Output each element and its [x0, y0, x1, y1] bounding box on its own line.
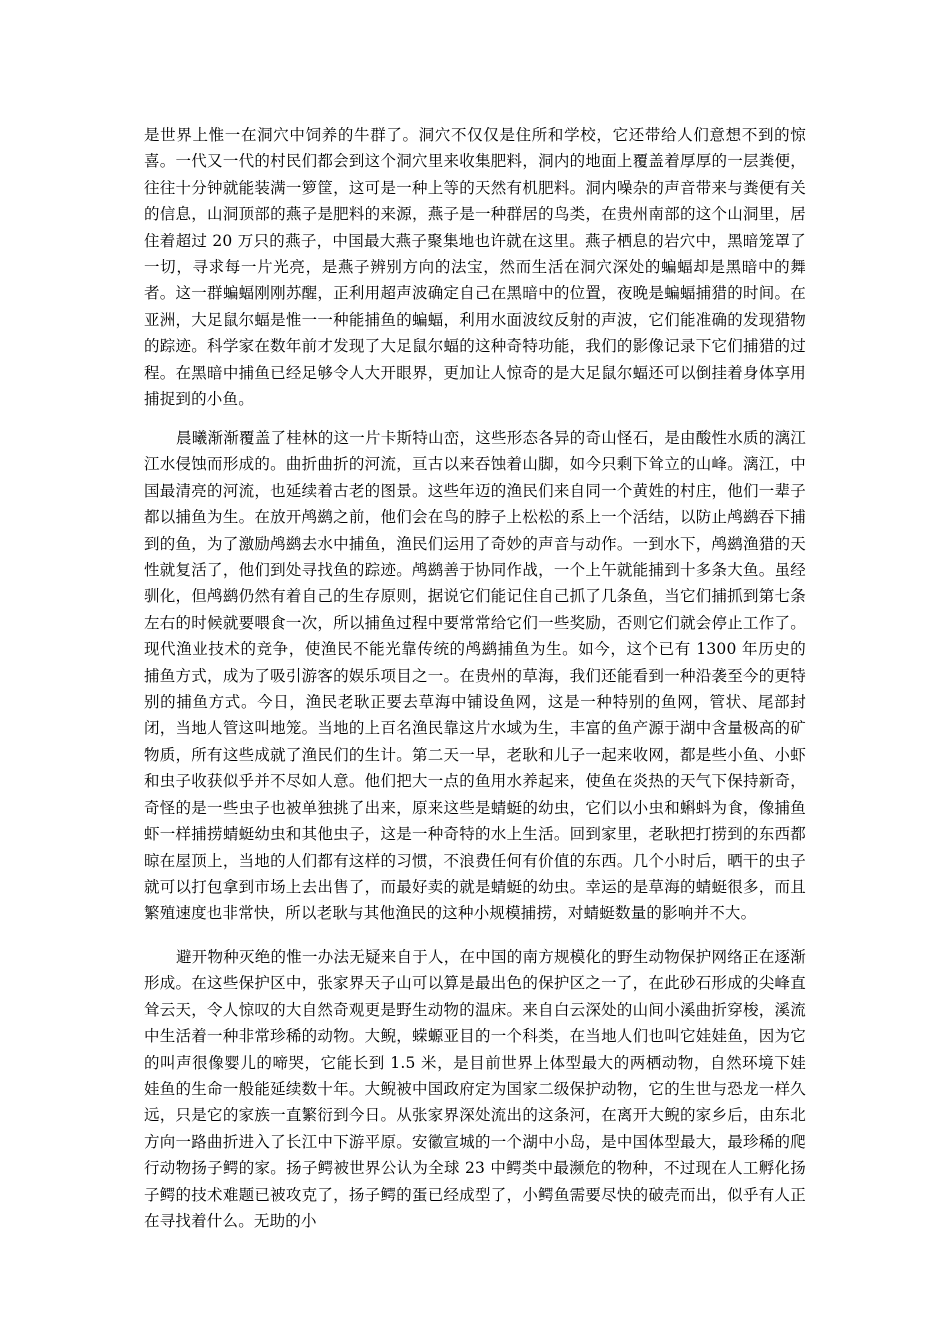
paragraph-wildlife-protection: 避开物种灭绝的惟一办法无疑来自于人，在中国的南方规模化的野生动物保护网络正在逐渐形成。在这些保护区中，张家界天子山可以算是最出色的保护区之一了，在此砂石形成的尖峰直耸云天，令人惊叹的大自然奇观更是野生动物的温床。来自白云深处的山间小溪曲折穿梭，溪流中生活着一种非常珍稀的动物。大鲵，蝾螈亚目的一个科类，在当地人们也叫它娃娃鱼，因为它的叫声很像婴儿的啼哭，它能长到 1.5 米，是目前世界上体型最大的两栖动物，自然环境下娃娃鱼的生命一般能延续数十年。大鲵被中国政府定为国家二级保护动物，它的生世与恐龙一样久远，只是它的家族一直繁衍到今日。从张家界深处流出的这条河，在离开大鲵的家乡后，由东北方向一路曲折进入了长江中下游平原。安徽宣城的一个湖中小岛，是中国体型最大，最珍稀的爬行动物扬子鳄的家。扬子鳄被世界公认为全球 23 中鳄类中最濒危的物种，不过现在人工孵化扬子鳄的技术难题已被攻克了，扬子鳄的蛋已经成型了，小鳄鱼需要尽快的破壳而出，似乎有人正在寻找着什么。无助的小: [144, 948, 806, 1231]
paragraph-caves: 是世界上惟一在洞穴中饲养的牛群了。洞穴不仅仅是住所和学校，它还带给人们意想不到的惊喜。一代又一代的村民们都会到这个洞穴里来收集肥料，洞内的地面上覆盖着厚厚的一层粪便，往往十分钟就能装满一箩筐，这可是一种上等的天然有机肥料。洞内噪杂的声音带来与粪便有关的信息，山洞顶部的燕子是肥料的来源，燕子是一种群居的鸟类，在贵州南部的这个山洞里，居住着超过 20 万只的燕子，中国最大燕子聚集地也许就在这里。燕子栖息的岩穴中，黑暗笼罩了一切，寻求每一片光亮，是燕子辨别方向的法宝，然而生活在洞穴深处的蝙蝠却是黑暗中的舞者。这一群蝙蝠刚刚苏醒，正利用超声波确定自己在黑暗中的位置，夜晚是蝙蝠捕猎的时间。在亚洲，大足鼠尔蝠是惟一一种能捕鱼的蝙蝠，利用水面波纹反射的声波，它们能准确的发现猎物的踪迹。科学家在数年前才发现了大足鼠尔蝠的这种奇特功能，我们的影像记录下它们捕猎的过程。在黑暗中捕鱼已经足够令人大开眼界，更加让人惊奇的是大足鼠尔蝠还可以倒挂着身体享用捕捉到的小鱼。: [144, 126, 806, 409]
paragraph-cormorant-fishing: 晨曦渐渐覆盖了桂林的这一片卡斯特山峦，这些形态各异的奇山怪石，是由酸性水质的漓江江水侵蚀而形成的。曲折曲折的河流，亘古以来吞蚀着山脚，如今只剩下耸立的山峰。漓江，中国最清亮的河流，也延续着古老的图景。这些年迈的渔民们来自同一个黄姓的村庄，他们一辈子都以捕鱼为生。在放开鸬鹚之前，他们会在鸟的脖子上松松的系上一个活结，以防止鸬鹚吞下捕到的鱼，为了激励鸬鹚去水中捕鱼，渔民们运用了奇妙的声音与动作。一到水下，鸬鹚渔猎的天性就复活了，他们到处寻找鱼的踪迹。鸬鹚善于协同作战，一个上午就能捕到十多条大鱼。虽经驯化，但鸬鹚仍然有着自己的生存原则，据说它们能记住自己抓了几条鱼，当它们捕抓到第七条左右的时候就要喂食一次，所以捕鱼过程中要常常给它们一些奖励，否则它们就会停止工作了。现代渔业技术的竞争，使渔民不能光靠传统的鸬鹚捕鱼为生。如今，这个已有 1300 年历史的捕鱼方式，成为了吸引游客的娱乐项目之一。在贵州的草海，我们还能看到一种沿袭至今的更特别的捕鱼方式。今日，渔民老耿正要去草海中铺设鱼网，这是一种特别的鱼网，管状、尾部封闭，当地人管这叫地笼。当地的上百名渔民靠这片水域为生，丰富的鱼产源于湖中含量极高的矿物质，所有这些成就了渔民们的生计。第二天一早，老耿和儿子一起来收网，都是些小鱼、小虾和虫子收获似乎并不尽如人意。他们把大一点的鱼用水养起来，使鱼在炎热的天气下保持新奇，奇怪的是一些虫子也被单独挑了出来，原来这些是蜻蜓的幼虫，它们以小虫和蝌蚪为食，像捕鱼虾一样捕捞蜻蜓幼虫和其他虫子，这是一种奇特的水上生活。回到家里，老耿把打捞到的东西都晾在屋顶上，当地的人们都有这样的习惯，不浪费任何有价值的东西。几个小时后，晒干的虫子就可以打包拿到市场上去出售了，而最好卖的就是蜻蜓的幼虫。幸运的是草海的蜻蜓很多，而且繁殖速度也非常快，所以老耿与其他渔民的这种小规模捕捞，对蜻蜓数量的影响并不大。: [144, 429, 806, 923]
